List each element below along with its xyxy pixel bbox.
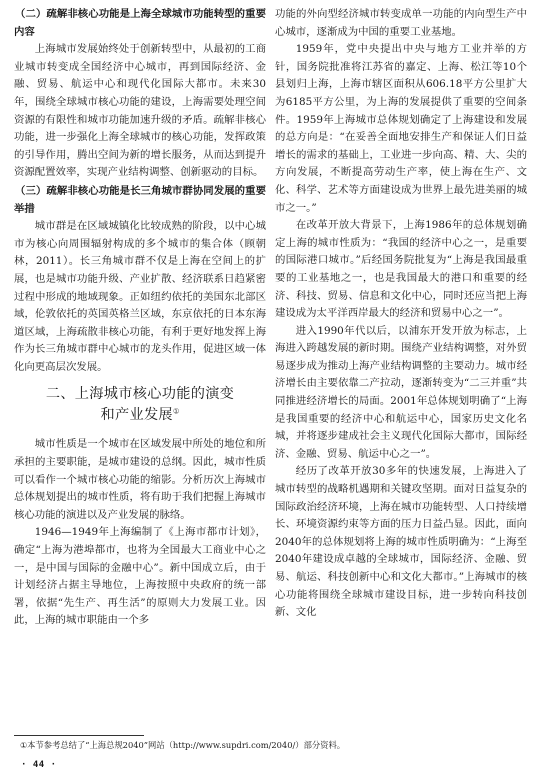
section-title [14,384,266,426]
paragraph: 1959年，党中央提出中央与地方工业并举的方针，国务院批准将江苏省的嘉定、上海、松江等10个县划归上海，上海市辖区面积从606.18平方公里扩大为6185平方公里，为上海的发展提供了重要的空间条件。1959年上海城市总体规划确定了上海建设和发展的总方向是：“在妥善全面地安排生产和保证人们日益增长的需求的基础上，工业进一步向高、精、大、尖的方向发展，不断提高劳动生产率，使上海在生产、文化、科学、艺术等方面建设成为世界上最先进美丽的城市之一。” [275,43,527,214]
paragraph: 上海城市发展始终处于创新转型中，从最初的工商业城市转变成全国经济中心城市，再到国际经济、金融、贸易、航运中心和现代化国际大都市。未来30年，围绕全球城市核心功能的建设，上海需要处理空间资源的有限性和城市功能加速升级的矛盾。疏解非核心功能，进一步强化上海全球城市的核心功能，发挥政策的引导作用，腾出空间为新的增长服务，从而达到提升资源配置效率，实现产业结构调整、创新驱动的目标。 [14,43,266,179]
paragraph-continuation: 功能的外向型经济城市转变成单一功能的内向型生产中心城市，逐渐成为中国的重要工业基地。 [275,8,527,38]
footnote-reference[interactable]: ① [172,407,180,416]
footnote-divider [14,735,144,736]
footnote-marker: ① [20,741,28,750]
page-number-value: 44 [32,760,45,770]
page-number: · 44 · [21,760,57,770]
paragraph: 1946—1949年上海编制了《上海市都市计划》，确定“上海为港埠都市，也将为全国最大工商业中心之一，是中国与国际的金融中心”。新中国成立后，由于计划经济占据主导地位，上海按照中央政府的统一部署，依据“先生产、再生活”的原则大力发展工业。因此，上海的城市职能由一个多 [14,526,266,627]
right-column [275,6,527,622]
footnote-text: 本节参考总结了“上海总规2040”网站（http://www.supdri.com/2040/）部分资料。 [27,740,346,750]
paragraph: 城市群是在区域城镇化比较成熟的阶段，以中心城市为核心向周围辐射构成的多个城市的集合体（顾朝林，2011）。长三角城市群不仅是上海在空间上的扩展，也是城市功能升级、产业扩散、经济联系日趋紧密过程中形成的地域现象。正如纽约依托的美国东北部区域，伦敦依托的英国英格兰区域，东京依托的日本东海道区域，上海疏散非核心功能，有利于更好地发挥上海作为长三角城市群中心城市的龙头作用，促进区域一体化向更高层次发展。 [14,220,266,373]
subsection-heading-3: （三）疏解非核心功能是长三角城市群协同发展的重要举措 [14,184,266,215]
section-title-line-2-text: 和产业发展 [100,407,173,424]
paragraph: 经历了改革开放30多年的快速发展，上海进入了城市转型的战略机遇期和关键攻坚期。面对日益复杂的国际政治经济环境，上海在城市功能转型、人口持续增长、环境资源约束等方面的压力日益凸显。因此，面向2040年的总体规划将上海的城市性质明确为：“上海至2040年建设成卓越的全球城市，国际经济、金融、贸易、航运、科技创新中心和文化大都市。”上海城市的核心功能将围绕全球城市建设目标，进一步转向科技创新、文化 [275,465,527,619]
left-column [14,6,266,630]
subsection-heading-2: （二）疏解非核心功能是上海全球城市功能转型的重要内容 [14,8,266,38]
paragraph: 城市性质是一个城市在区域发展中所处的地位和所承担的主要职能，是城市建设的总纲。因此，城市性质可以看作一个城市核心功能的缩影。分析历次上海城市总体规划提出的城市性质，将有助于我们把握上海城市核心功能的演进以及产业发展的脉络。 [14,438,266,521]
section-title-line-1: 二、上海城市核心功能的演变 [45,386,235,403]
paragraph: 进入1990年代以后，以浦东开发开放为标志，上海进入跨越发展的新时期。围绕产业结构调整，对外贸易逐步成为推动上海产业结构调整的主要动力。城市经济增长由主要依靠二产拉动，逐渐转变为“二三并重”共同推进经济增长的局面。2001年总体规划明确了“上海是我国重要的经济中心和航运中心，国家历史文化名城，并将逐步建成社会主义现代化国际大都市，国际经济、金融、贸易、航运中心之一”。 [275,324,527,460]
paragraph: 在改革开放大背景下，上海1986年的总体规划确定上海的城市性质为：“我国的经济中心之一，是重要的国际港口城市。”后经国务院批复为“上海是我国最重要的工业基地之一，也是我国最大的港口和重要的经济、科技、贸易、信息和文化中心，同时还应当把上海建设成为太平洋西岸最大的经济和贸易中心之一”。 [275,219,527,320]
footnote [20,739,520,752]
section-title-line-2 [14,405,266,426]
